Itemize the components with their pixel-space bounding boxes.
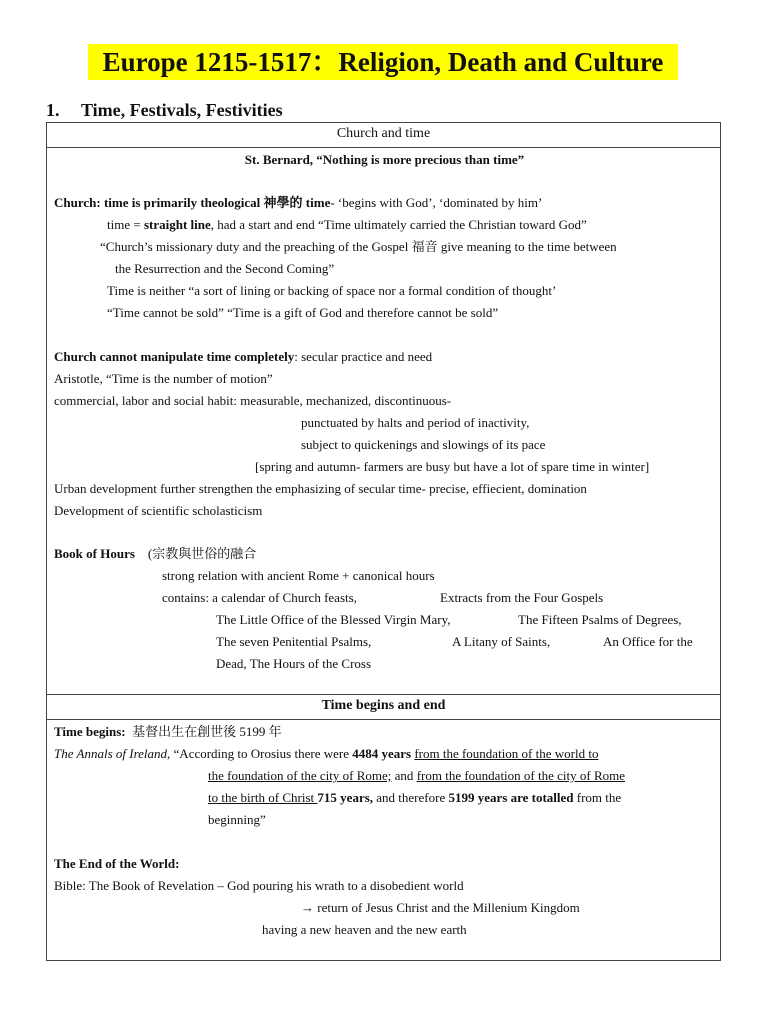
arrow-icon: → [301, 900, 314, 915]
book-of-hours-label: Book of Hours [54, 546, 135, 561]
mission-line-1: “Church’s missionary duty and the preaching of the Gospel 福音 give meaning to the time between [100, 239, 617, 254]
st-bernard-quote: St. Bernard, “Nothing is more precious than time” [244, 152, 525, 167]
church-label: Church: time is primarily theological 神學的 time [54, 195, 331, 210]
time-begins-label: Time begins: [54, 724, 126, 739]
dead-line: Dead, The Hours of the Cross [216, 656, 372, 671]
cannot-manipulate-line [54, 348, 432, 366]
annals-line-2 [208, 767, 625, 785]
annals-rome: the foundation of the city of Rome; [208, 768, 392, 783]
annals-and: and [391, 768, 417, 783]
straight-line-term: straight line [143, 217, 211, 232]
annals-foundation: from the foundation of the world to [414, 746, 599, 761]
annals-from-the: from the [573, 790, 622, 805]
office-b: The Fifteen Psalms of Degrees, [518, 612, 682, 627]
bible-line: Bible: The Book of Revelation – God pouring his wrath to a disobedient world [54, 878, 464, 893]
church-line [54, 194, 542, 212]
spring-line: [spring and autumn- farmers are busy but have a lot of spare time in winter] [255, 459, 650, 474]
time-begins-line [54, 723, 282, 741]
heaven-line: having a new heaven and the new earth [262, 922, 467, 937]
box1-header: Church and time [47, 123, 721, 148]
contains-a: contains: a calendar of Church feasts, [162, 590, 357, 605]
book-of-hours-line [54, 545, 256, 563]
return-text: return of Jesus Christ and the Millenium Kingdom [314, 900, 580, 915]
book-of-hours-chinese: (宗教與世俗的融合 [147, 546, 257, 561]
notes-table [46, 122, 721, 961]
annals-therefore: and therefore [373, 790, 449, 805]
punctuated-line: punctuated by halts and period of inactivity, [301, 415, 530, 430]
end-of-world-label: The End of the World: [54, 856, 180, 871]
time-begins-chinese: 基督出生在創世後 5199 年 [132, 724, 282, 739]
office-a: The Little Office of the Blessed Virgin Mary, [216, 612, 451, 627]
annals-line-1 [54, 745, 598, 763]
section-label: Time, Festivals, Festivities [81, 100, 283, 120]
section-number: 1. [46, 100, 60, 120]
contains-b: Extracts from the Four Gospels [440, 590, 604, 605]
aristotle-line: Aristotle, “Time is the number of motion” [54, 371, 273, 386]
annals-715: 715 years, [317, 790, 374, 805]
section-heading [46, 99, 283, 121]
seven-a: The seven Penitential Psalms, [216, 634, 372, 649]
document-title: Europe 1215-1517：Religion, Death and Culture [88, 44, 678, 80]
box1-body [47, 148, 721, 695]
annals-years: 4484 years [352, 746, 412, 761]
annals-5199: 5199 years are totalled [448, 790, 574, 805]
sold-line: “Time cannot be sold” “Time is a gift of God and therefore cannot be sold” [107, 305, 499, 320]
box2-header: Time begins and end [47, 695, 721, 720]
straight-line-rest: , had a start and end “Time ultimately carried the Christian toward God” [210, 217, 587, 232]
seven-b: A Litany of Saints, [452, 634, 551, 649]
commercial-line: commercial, labor and social habit: measurable, mechanized, discontinuous- [54, 393, 452, 408]
annals-line-4: beginning” [208, 812, 266, 827]
annals-line-3 [208, 789, 621, 807]
mission-line-2: the Resurrection and the Second Coming” [115, 261, 335, 276]
annals-title: The Annals of Ireland [54, 746, 168, 761]
time-equals: time = [107, 217, 144, 232]
annals-text-a: , “According to Orosius there were [167, 746, 353, 761]
urban-line: Urban development further strengthen the emphasizing of secular time- precise, effiecient, domination [54, 481, 587, 496]
annals-rome-foundation: from the foundation of the city of Rome [416, 768, 625, 783]
quickenings-line: subject to quickenings and slowings of its pace [301, 437, 546, 452]
straight-line-line [107, 216, 587, 234]
church-rest: - ‘begins with God’, ‘dominated by him’ [330, 195, 543, 210]
neither-line: Time is neither “a sort of lining or backing of space nor a formal condition of thought’ [107, 283, 557, 298]
relation-line: strong relation with ancient Rome + canonical hours [162, 568, 435, 583]
box2-body [47, 720, 721, 961]
cannot-manipulate-rest: : secular practice and need [294, 349, 433, 364]
return-line [301, 899, 580, 917]
seven-c: An Office for the [603, 634, 693, 649]
annals-christ: to the birth of Christ [208, 790, 318, 805]
scholasticism-line: Development of scientific scholasticism [54, 503, 263, 518]
cannot-manipulate-label: Church cannot manipulate time completely [54, 349, 295, 364]
